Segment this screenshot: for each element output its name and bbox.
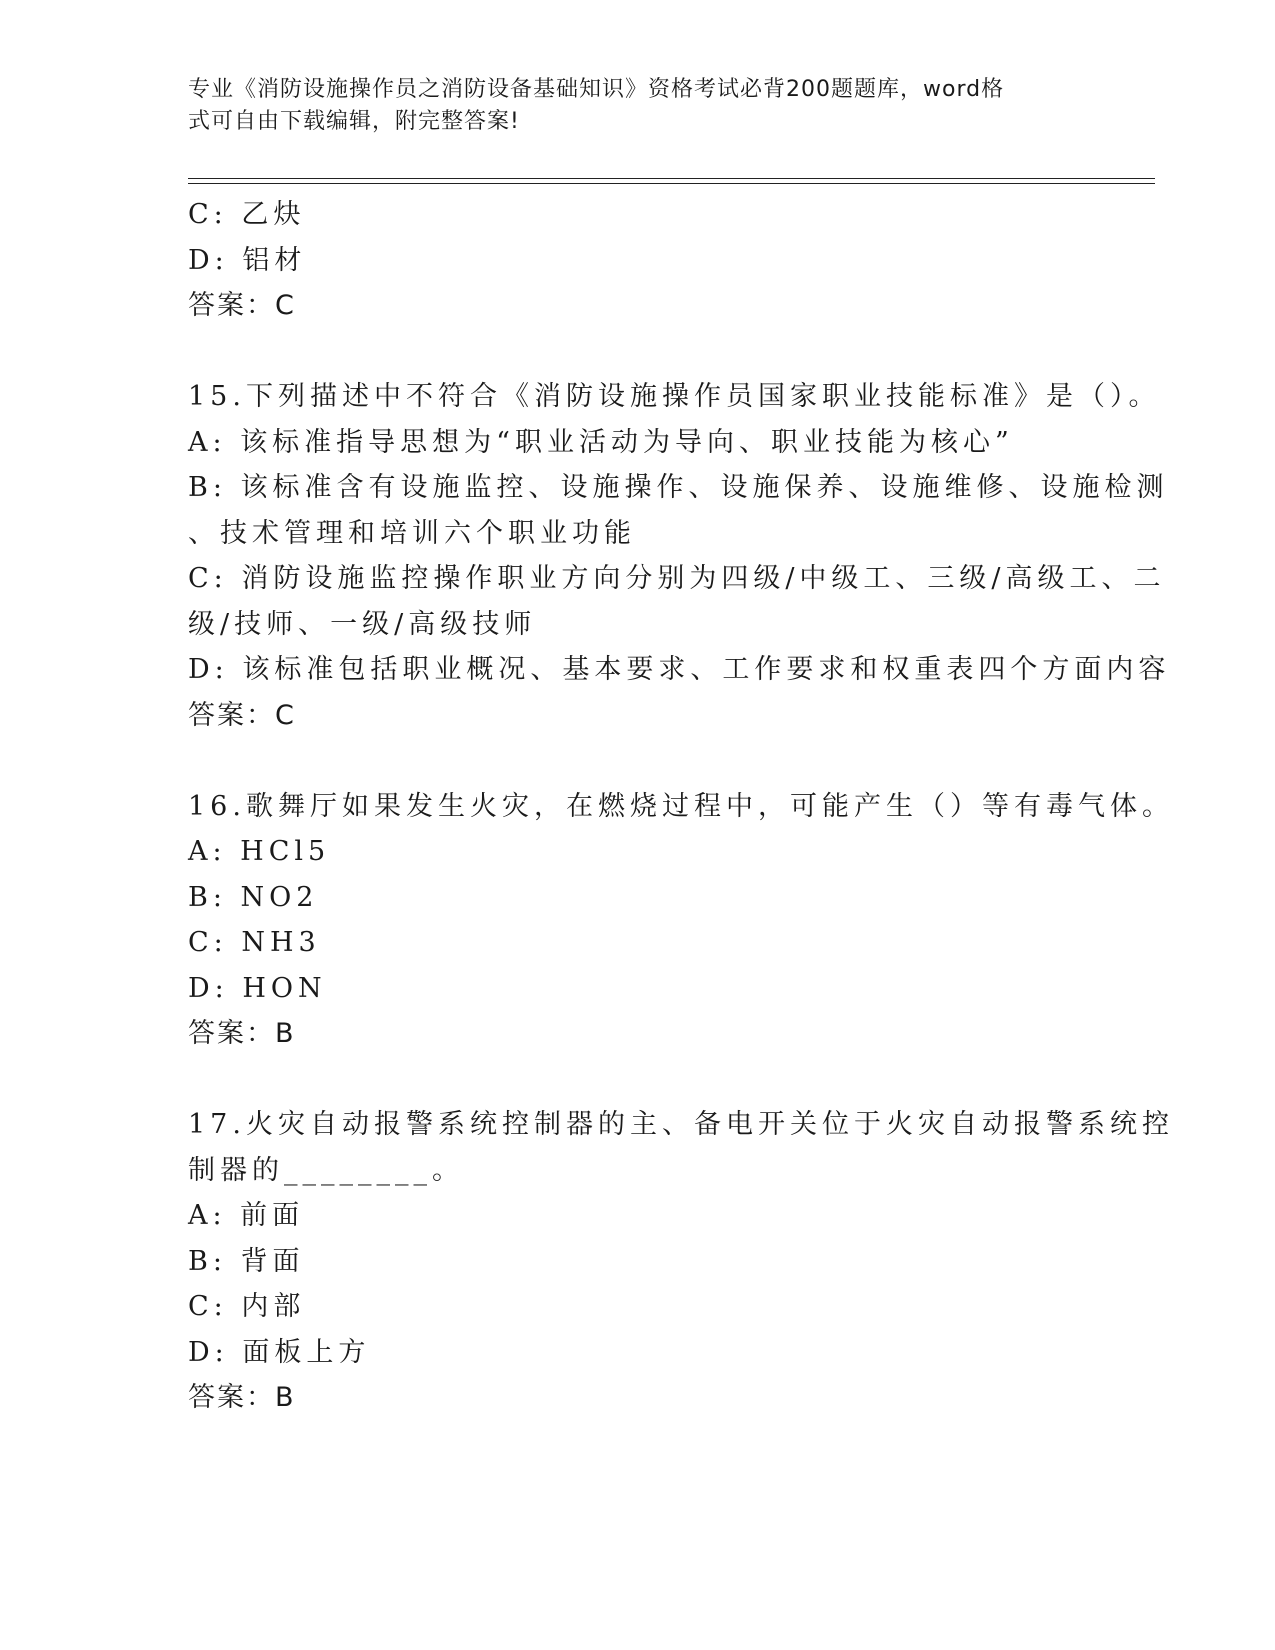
option-a: A: 该标准指导思想为“职业活动为导向、职业技能为核心” [188, 426, 1014, 458]
option-b-continued: 、技术管理和培训六个职业功能 [188, 517, 636, 549]
question-spacer [188, 329, 1088, 375]
option-a: A: 前面 [188, 1200, 305, 1231]
question-list [188, 192, 1174, 1421]
option-c: C: NH3 [188, 927, 321, 958]
question-stem-continued: 制器的________。 [188, 1154, 464, 1186]
question-stem: 15.下列描述中不符合《消防设施操作员国家职业技能标准》是（）。 [188, 381, 1161, 412]
option-c: C: 消防设施监控操作职业方向分别为四级/中级工、三级/高级工、二 [188, 563, 1166, 594]
question-17 [188, 1102, 1174, 1421]
option-d: D: 该标准包括职业概况、基本要求、工作要求和权重表四个方面内容 [188, 654, 1171, 685]
option-c: C: 内部 [188, 1291, 306, 1322]
option-b: B: 背面 [188, 1245, 305, 1277]
question-spacer [188, 738, 1088, 784]
answer-line: 答案：B [188, 1382, 296, 1413]
question-stem: 16.歌舞厅如果发生火灾，在燃烧过程中，可能产生（）等有毒气体。 [188, 790, 1174, 822]
answer-line: 答案：B [188, 1018, 296, 1049]
answer-line: 答案：C [188, 290, 296, 321]
option-c: C: 乙炔 [188, 199, 306, 230]
option-d: D: 铝材 [188, 244, 307, 276]
question-16 [188, 784, 1174, 1057]
question-15 [188, 374, 1171, 738]
answer-line: 答案：C [188, 699, 296, 731]
question-spacer [188, 1057, 1088, 1103]
header-line-1: 专业《消防设施操作员之消防设备基础知识》资格考试必背200题题库，word格 [188, 77, 1005, 102]
option-b: B: NO2 [188, 881, 319, 913]
option-d: D: HON [188, 972, 327, 1004]
option-c-continued: 级/技师、一级/高级技师 [188, 608, 537, 640]
document-header [188, 74, 1068, 138]
header-double-rule [188, 178, 1155, 184]
question-stem: 17.火灾自动报警系统控制器的主、备电开关位于火灾自动报警系统控 [188, 1109, 1174, 1140]
header-line-2: 式可自由下载编辑，附完整答案! [188, 109, 520, 134]
option-b: B: 该标准含有设施监控、设施操作、设施保养、设施维修、设施检测 [188, 472, 1169, 503]
option-a: A: HCl5 [188, 836, 331, 867]
option-d: D: 面板上方 [188, 1336, 371, 1368]
question-14-tail [188, 192, 1088, 329]
